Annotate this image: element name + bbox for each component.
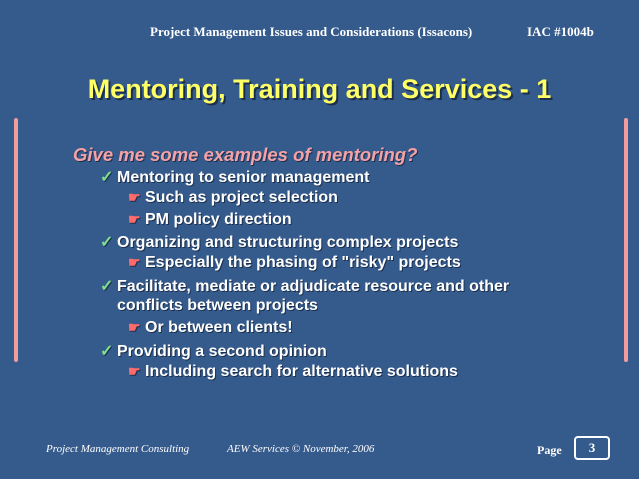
sub-bullet-text: Or between clients! <box>145 319 293 336</box>
header-code: IAC #1004b <box>527 24 594 39</box>
bullet-text: Providing a second opinion <box>117 343 327 360</box>
bullet-text: Facilitate, mediate or adjudicate resource and other <box>117 278 510 295</box>
bullet-item <box>100 276 509 296</box>
sub-bullet-text: PM policy direction <box>145 211 292 228</box>
sub-bullet-item <box>128 363 458 381</box>
sub-bullet-item <box>128 211 292 229</box>
bullet-text: Organizing and structuring complex projects <box>117 234 459 251</box>
checkmark-icon: ✓ <box>100 343 114 360</box>
pointing-hand-icon: ☛ <box>128 189 141 205</box>
sub-bullet-text: Including search for alternative solutions <box>145 363 458 380</box>
pointing-hand-icon: ☛ <box>128 363 141 379</box>
page-label: Page <box>537 443 562 457</box>
pointing-hand-icon: ☛ <box>128 211 141 227</box>
pointing-hand-icon: ☛ <box>128 319 141 335</box>
bullet-item <box>100 341 327 361</box>
pointing-hand-icon: ☛ <box>128 254 141 270</box>
footer-copyright: AEW Services © November, 2006 <box>227 443 375 455</box>
bullet-item <box>100 167 369 187</box>
page-number-box: 3 <box>574 436 610 460</box>
right-decor-bar <box>624 118 628 362</box>
checkmark-icon: ✓ <box>100 234 114 251</box>
sub-bullet-item <box>128 189 338 207</box>
sub-bullet-text: Especially the phasing of "risky" projects <box>145 254 461 271</box>
header-title: Project Management Issues and Considerations (Issacons) <box>150 24 473 39</box>
footer-left-text: Project Management Consulting <box>46 443 190 455</box>
left-decor-bar <box>14 118 18 362</box>
sub-bullet-text: Such as project selection <box>145 189 338 206</box>
bullet-text: Mentoring to senior management <box>117 169 370 186</box>
bullet-item <box>100 232 458 252</box>
sub-bullet-item <box>128 319 293 337</box>
checkmark-icon: ✓ <box>100 169 114 186</box>
slide-question: Give me some examples of mentoring? <box>73 144 418 165</box>
checkmark-icon: ✓ <box>100 278 114 295</box>
bullet-continuation: conflicts between projects <box>117 297 318 314</box>
sub-bullet-item <box>128 254 461 272</box>
slide-title: Mentoring, Training and Services - 1 <box>87 74 552 104</box>
